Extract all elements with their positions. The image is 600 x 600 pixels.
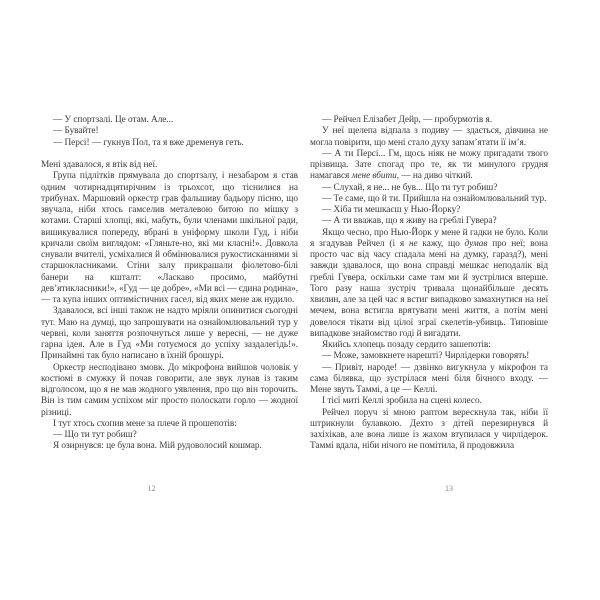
paragraph: — Що ти тут робиш?: [53, 430, 137, 440]
paragraph: — Слухай, я не... не був... Що ти тут робиш?: [322, 182, 498, 193]
page-text-left: [41, 115, 298, 453]
paragraph: Група підлітків прямувала до спортзалу, і незабаром я став одним чотирнадцятирічним із трьохсот, що тіснилися на трибунах. Маршовий оркестр грав фальшиву бадьору пісню, що звучала, ніби хтось гамселив металевою битою по мішку з котами. Старші хлопці, які, мабуть, були членами шкільної ради, вишикувалися попереду, вбрані в уніформу школи Гуд, і ніби кричали своїм виглядом: «Гляньте-но, які ми класні!». Довкола снували вчителі, усміхалися й обмінювалися рукостисканнями зі старшокласниками. Стіни залу прикрашали фіолетово-білі банери на кшталт: «Ласкаво просимо, майбутні дев’ятикласники!», «Гуд — це добре», «Ми всі — єдина родина», — та купа інших оптимістичних гасел, від яких мене аж нудило.: [41, 171, 298, 305]
paragraph: — Те саме, що й ти. Прийшла на ознайомлювальний тур.: [322, 193, 547, 204]
book-page-left: [41, 115, 298, 505]
paragraph: — Бувайте!: [53, 126, 99, 137]
paragraph: Мені здавалося, я втік від неї.: [41, 160, 158, 170]
paragraph: — Рейчел Елізабет Дейр, — пробурмотів я.: [322, 115, 493, 125]
paragraph: — А ти вважав, що я живу на греблі Гувера?: [322, 216, 497, 227]
paragraph: Я озирнувся: це була вона. Мій рудоволосий кошмар.: [53, 441, 262, 452]
paragraph: Оркестр несподівано змовк. До мікрофона вийшов чоловік у костюмі в смужку й почав говорити, але звук лунав із таким відголосом, що я не мав жодного уявлення, про що він торочить. Він із тим самим успіхом міг просто полоскати горло — жодної різниці.: [41, 362, 298, 418]
paragraph: — Персі! — гукнув Пол, та я вже дременув геть.: [53, 137, 244, 148]
paragraph: — Може, замовкнете нарешті? Чирлідерки говорять!: [322, 351, 530, 362]
paragraph: — У спортзалі. Це отам. Але...: [53, 115, 174, 125]
paragraph: Рейчел поруч зі мною раптом верескнула так, ніби її штрикнули булавкою. Дехто з дітей перезирнувся й захіхікав, але вона лише із жахом втупилася у чирлідерок. Таммі вдала, ніби нічого не помітила, й продовжила: [310, 407, 548, 452]
paragraph: Здавалося, всі інші також не надто мріяли опинитися сьогодні тут. Маю на думці, що запрошувати на ознайомлювальний тур у червні, коли заняття розпочнуться лише у вересні, — не дуже гарна ідея. Але в Гуд «Ми готуємося до успіху заздалегідь!». Принаймні так було написано в їхній брошурі.: [41, 306, 298, 362]
paragraph: — Привіт, народе! — дзвінко вигукнула у мікрофон та сама білявка, що зустрілася мені біля бічного входу. — Мене звуть Таммі, а це — Келлі.: [310, 362, 548, 395]
paragraph: Якийсь хлопець позаду сердито зашепотів:: [322, 340, 491, 350]
paragraph: Якщо чесно, про Нью-Йорк у мене й гадки не було. Коли я згадував Рейчел (і я не кажу, що думав про неї; вона просто час від часу спадала мені на думку, гаразд?), мені завжди здавалося, що вона справді мешкає неподалік від греблі Гувера, оскільки саме там ми й зустрілися вперше. Того разу наша зустріч тривала щонайбільше десять хвилин, але за цей час я встиг випадково замахнутися на неї мечем, вона встигла врятувати мені життя, а потім мені довелося тікати від цілої зграї скелетів-убивць. Типовіше випадкове знайомство годі й вигадати.: [310, 227, 548, 339]
page-text-right: [310, 115, 548, 453]
paragraph: — Хіба ти мешкаєш у Нью-Йорку?: [322, 205, 461, 215]
paragraph: І тієї миті Келлі зробила на сцені колесо.: [322, 396, 482, 407]
page-number-left: 12: [147, 484, 156, 493]
paragraph: — А ти Персі... Гм, щось ніяк не можу пригадати твого прізвища. Зате спогад про те, як ти минулого грудня намагався мене вбити, — на диво чіткий.: [310, 148, 548, 182]
paragraph: І тут хтось схопив мене за плече й прошепотів:: [53, 418, 237, 429]
book-page-right: [310, 115, 548, 505]
page-number-right: 13: [445, 484, 453, 493]
paragraph: У неї щелепа відпала з подиву — здається, дівчина не могла повірити, що мені стало духу запам’ятати її ім’я.: [310, 126, 548, 148]
